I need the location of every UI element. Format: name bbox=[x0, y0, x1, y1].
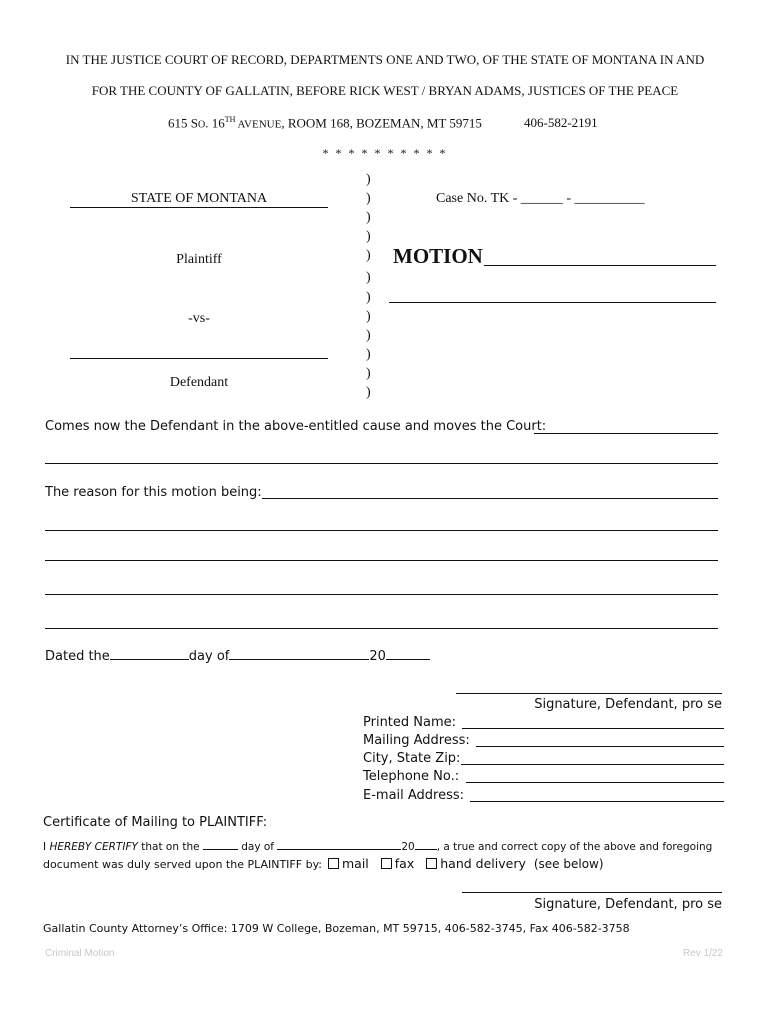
court-header-line1: IN THE JUSTICE COURT OF RECORD, DEPARTMENTS ONE AND TWO, OF THE STATE OF MONTANA IN AND bbox=[65, 52, 705, 67]
day-of-label: day of bbox=[188, 649, 230, 664]
caption-paren: ) bbox=[366, 366, 371, 381]
cert-month-blank[interactable] bbox=[277, 839, 401, 850]
motion-title-line[interactable] bbox=[484, 265, 716, 266]
defendant-name-line[interactable] bbox=[70, 358, 328, 359]
city-state-zip-label: City, State Zip: bbox=[363, 751, 461, 766]
telephone-label: Telephone No.: bbox=[363, 769, 460, 784]
mailing-address-line[interactable] bbox=[476, 746, 724, 747]
certificate-line1: I HEREBY CERTIFY that on the day of 20 , a true and correct copy of the above and foregoing bbox=[43, 841, 713, 853]
body-line[interactable] bbox=[45, 560, 718, 561]
signature-line[interactable] bbox=[456, 693, 722, 694]
cert-signature-label: Signature, Defendant, pro se bbox=[534, 897, 722, 912]
reason-text: The reason for this motion being: bbox=[45, 485, 262, 500]
comes-now-text: Comes now the Defendant in the above-entitled cause and moves the Court: bbox=[45, 419, 547, 434]
body-line[interactable] bbox=[45, 530, 718, 531]
motion-title: MOTION bbox=[393, 244, 483, 268]
cert-signature-line[interactable] bbox=[462, 892, 722, 893]
caption-paren: ) bbox=[366, 347, 371, 362]
caption-paren: ) bbox=[366, 270, 371, 285]
reason-line[interactable] bbox=[262, 498, 718, 499]
telephone-line[interactable] bbox=[466, 782, 724, 783]
dated-line bbox=[45, 647, 430, 664]
caption-paren: ) bbox=[366, 210, 371, 225]
caption-paren: ) bbox=[366, 191, 371, 206]
email-label: E-mail Address: bbox=[363, 788, 465, 803]
signature-label: Signature, Defendant, pro se bbox=[534, 697, 722, 712]
plaintiff-underline bbox=[70, 207, 328, 208]
dated-the-label: Dated the bbox=[45, 649, 110, 664]
printed-name-label: Printed Name: bbox=[363, 715, 457, 730]
comes-now-line[interactable] bbox=[534, 433, 718, 434]
printed-name-line[interactable] bbox=[462, 728, 724, 729]
body-line[interactable] bbox=[45, 463, 718, 464]
court-header-line2: FOR THE COUNTY OF GALLATIN, BEFORE RICK WEST / BRYAN ADAMS, JUSTICES OF THE PEACE bbox=[91, 83, 679, 98]
body-line[interactable] bbox=[45, 594, 718, 595]
county-attorney-address: Gallatin County Attorney’s Office: 1709 W College, Bozeman, MT 59715, 406-582-3745, Fax 406-582-3758 bbox=[43, 922, 630, 935]
defendant-label: Defendant bbox=[169, 375, 229, 390]
caption-paren: ) bbox=[366, 328, 371, 343]
caption-paren: ) bbox=[366, 309, 371, 324]
mailing-address-label: Mailing Address: bbox=[363, 733, 470, 748]
caption-paren: ) bbox=[366, 172, 371, 187]
caption-paren: ) bbox=[366, 229, 371, 244]
court-phone: 406-582-2191 bbox=[524, 115, 598, 130]
year-prefix: 20 bbox=[369, 649, 386, 664]
caption-paren: ) bbox=[366, 248, 371, 263]
mail-checkbox[interactable] bbox=[328, 858, 339, 869]
vs-label: -vs- bbox=[188, 311, 210, 326]
hereby-certify: HEREBY CERTIFY bbox=[49, 841, 138, 853]
case-number[interactable]: Case No. TK - ______ - __________ bbox=[436, 191, 645, 206]
city-state-zip-line[interactable] bbox=[461, 764, 724, 765]
hand-delivery-checkbox[interactable] bbox=[426, 858, 437, 869]
plaintiff-label: Plaintiff bbox=[176, 252, 222, 267]
email-line[interactable] bbox=[470, 801, 724, 802]
fax-checkbox[interactable] bbox=[381, 858, 392, 869]
body-line[interactable] bbox=[45, 628, 718, 629]
court-address: 615 SO. 16TH AVENUE, ROOM 168, BOZEMAN, MT 59715 bbox=[168, 115, 482, 131]
cert-day-blank[interactable] bbox=[203, 839, 238, 850]
dated-month-blank[interactable] bbox=[229, 647, 369, 660]
motion-title-line-2[interactable] bbox=[389, 302, 716, 303]
plaintiff-name: STATE OF MONTANA bbox=[130, 191, 268, 206]
dated-year-blank[interactable] bbox=[386, 647, 430, 660]
cert-year-blank[interactable] bbox=[415, 839, 437, 850]
dated-day-blank[interactable] bbox=[110, 647, 189, 660]
caption-paren: ) bbox=[366, 385, 371, 400]
footer-revision: Rev 1/22 bbox=[682, 948, 723, 959]
separator-stars: * * * * * * * * * * bbox=[322, 146, 448, 160]
certificate-title: Certificate of Mailing to PLAINTIFF: bbox=[43, 815, 268, 830]
caption-paren: ) bbox=[366, 290, 371, 305]
certificate-line2: document was duly served upon the PLAINTIFF by: mail fax hand delivery (see below) bbox=[43, 856, 604, 871]
footer-form-name: Criminal Motion bbox=[45, 948, 115, 959]
